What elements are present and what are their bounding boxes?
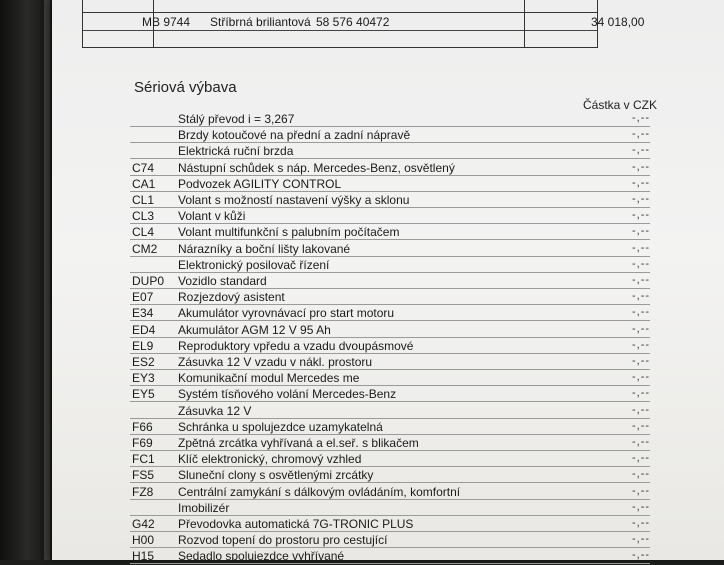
item-amount: -,-- xyxy=(632,517,651,529)
row-divider xyxy=(130,223,650,224)
list-item xyxy=(0,209,724,225)
item-amount: -,-- xyxy=(632,290,651,303)
item-description: Elektronický posilovač řízení xyxy=(178,257,330,272)
row-divider xyxy=(130,142,650,143)
row-divider xyxy=(130,175,650,176)
row-divider xyxy=(130,158,650,159)
item-amount: -,-- xyxy=(632,452,651,465)
row-divider xyxy=(130,482,650,483)
row-divider xyxy=(130,256,650,257)
item-description: Systém tísňového volání Mercedes-Benz xyxy=(178,387,397,402)
row-divider xyxy=(130,207,650,208)
list-item xyxy=(0,193,724,209)
row-divider xyxy=(130,191,650,192)
item-description: Sluneční clony s osvětlenými zrcátky xyxy=(178,468,374,483)
item-description: Centrální zamykání s dálkovým ovládáním, komfortní xyxy=(178,484,461,499)
row-divider xyxy=(130,499,650,500)
item-code: CL3 xyxy=(132,209,155,224)
item-description: Podvozek AGILITY CONTROL xyxy=(178,176,342,191)
row-divider xyxy=(130,353,650,354)
list-item xyxy=(0,485,724,501)
row-divider xyxy=(130,515,650,516)
list-item xyxy=(0,436,724,452)
item-code: FZ8 xyxy=(132,484,154,499)
item-code: E34 xyxy=(132,306,154,321)
list-item xyxy=(0,549,724,565)
item-code: F69 xyxy=(132,436,153,450)
vehicle-code: MB 9744 xyxy=(142,15,191,29)
item-amount: -,-- xyxy=(632,225,651,238)
item-amount: -,-- xyxy=(632,322,651,335)
list-item xyxy=(0,371,724,387)
item-description: Převodovka automatická 7G-TRONIC PLUS xyxy=(178,517,414,531)
item-description: Komunikační modul Mercedes me xyxy=(178,371,360,386)
item-description: Vozidlo standard xyxy=(178,274,267,288)
item-description: Klíč elektronický, chromový vzhled xyxy=(178,452,362,467)
row-divider xyxy=(130,418,650,419)
vehicle-color: Stříbrná briliantová xyxy=(210,15,311,29)
item-description: Sedadlo spolujezdce vyhřívané xyxy=(178,549,345,564)
table-divider xyxy=(83,30,597,31)
vehicle-number: 58 576 40472 xyxy=(316,15,390,29)
list-item xyxy=(0,274,724,290)
row-divider xyxy=(130,337,650,338)
list-item xyxy=(0,112,724,128)
item-code: DUP0 xyxy=(132,274,165,288)
item-code: H00 xyxy=(132,533,155,548)
row-divider xyxy=(130,434,650,435)
item-description: Akumulátor vyrovnávací pro start motoru xyxy=(178,306,395,321)
list-item xyxy=(0,355,724,371)
item-description: Nárazníky a boční lišty lakované xyxy=(178,241,351,256)
item-description: Akumulátor AGM 12 V 95 Ah xyxy=(178,322,331,337)
amount-column-header: Částka v CZK xyxy=(583,98,658,112)
row-divider xyxy=(130,385,650,386)
list-item xyxy=(0,517,724,533)
item-code: E07 xyxy=(132,290,154,305)
list-item xyxy=(0,468,724,484)
item-amount: -,-- xyxy=(632,549,651,562)
item-amount: -,-- xyxy=(632,355,651,367)
row-divider xyxy=(130,401,650,402)
section-title: Sériová výbava xyxy=(134,79,237,96)
item-description: Stálý převod i = 3,267 xyxy=(178,112,295,126)
item-code: CL4 xyxy=(132,225,155,240)
item-description: Volant v kůži xyxy=(178,209,246,224)
item-amount: -,-- xyxy=(632,436,651,448)
item-amount: -,-- xyxy=(632,209,651,222)
item-amount: -,-- xyxy=(632,533,651,546)
item-description: Elektrická ruční brzda xyxy=(178,144,294,159)
item-description: Brzdy kotoučové na přední a zadní nápravě xyxy=(178,128,411,143)
item-amount: -,-- xyxy=(632,419,651,432)
row-divider xyxy=(130,288,650,289)
row-divider xyxy=(130,466,650,467)
item-code: CA1 xyxy=(132,176,156,191)
list-item xyxy=(0,452,724,468)
item-code: EY3 xyxy=(132,371,155,386)
list-item xyxy=(0,128,724,144)
item-description: Imobilizér xyxy=(178,500,230,515)
vehicle-price: 34 018,00 xyxy=(591,15,645,29)
item-amount: -,-- xyxy=(632,176,651,189)
item-code: CM2 xyxy=(132,241,158,256)
list-item xyxy=(0,258,724,274)
item-code: EY5 xyxy=(132,387,155,402)
row-divider xyxy=(130,239,650,240)
list-item xyxy=(0,387,724,403)
list-item xyxy=(0,161,724,177)
item-code: ES2 xyxy=(132,355,155,369)
item-description: Reproduktory vpředu a vzadu dvoupásmové xyxy=(178,338,414,353)
item-amount: -,-- xyxy=(632,144,651,157)
table-column-divider xyxy=(524,0,525,47)
row-divider xyxy=(130,563,650,564)
item-amount: -,-- xyxy=(632,257,651,270)
item-code: EL9 xyxy=(132,338,154,353)
list-item xyxy=(0,242,724,258)
item-description: Nástupní schůdek s náp. Mercedes-Benz, osvětlený xyxy=(178,160,455,175)
item-amount: -,-- xyxy=(632,484,651,497)
row-divider xyxy=(130,531,650,532)
list-item xyxy=(0,323,724,339)
row-divider xyxy=(130,369,650,370)
item-amount: -,-- xyxy=(632,160,651,173)
item-code: CL1 xyxy=(132,193,155,207)
list-item xyxy=(0,339,724,355)
item-amount: -,-- xyxy=(632,193,651,205)
list-item xyxy=(0,501,724,517)
item-code: H15 xyxy=(132,549,155,564)
item-description: Rozjezdový asistent xyxy=(178,290,285,305)
row-divider xyxy=(130,450,650,451)
item-code: F66 xyxy=(132,419,153,434)
row-divider xyxy=(130,126,650,127)
row-divider xyxy=(130,547,650,548)
list-item xyxy=(0,290,724,306)
item-amount: -,-- xyxy=(632,306,651,319)
item-code: G42 xyxy=(132,517,155,531)
list-item xyxy=(0,533,724,549)
item-code: ED4 xyxy=(132,322,156,337)
item-amount: -,-- xyxy=(632,241,651,254)
item-description: Zpětná zrcátka vyhřívaná a el.seř. s blikačem xyxy=(178,436,419,450)
item-description: Rozvod topení do prostoru pro cestující xyxy=(178,533,388,548)
list-item xyxy=(0,404,724,420)
item-code: FS5 xyxy=(132,468,155,483)
row-divider xyxy=(130,320,650,321)
item-amount: -,-- xyxy=(632,274,651,286)
item-code: C74 xyxy=(132,160,155,175)
list-item xyxy=(0,306,724,322)
item-amount: -,-- xyxy=(632,112,651,124)
list-item xyxy=(0,144,724,160)
table-divider xyxy=(83,12,597,13)
item-description: Volant s možností nastavení výšky a sklonu xyxy=(178,193,410,207)
list-item xyxy=(0,225,724,241)
list-item xyxy=(0,177,724,193)
item-description: Volant multifunkční s palubním počítačem xyxy=(178,225,400,240)
item-amount: -,-- xyxy=(632,371,651,384)
row-divider xyxy=(130,304,650,305)
item-code: FC1 xyxy=(132,452,155,467)
item-description: Schránka u spolujezdce uzamykatelná xyxy=(178,419,383,434)
item-description: Zásuvka 12 V xyxy=(178,403,252,418)
row-divider xyxy=(130,272,650,273)
item-amount: -,-- xyxy=(632,338,651,351)
item-description: Zásuvka 12 V vzadu v nákl. prostoru xyxy=(178,355,373,369)
item-amount: -,-- xyxy=(632,468,651,481)
item-amount: -,-- xyxy=(632,387,651,400)
item-amount: -,-- xyxy=(632,403,651,416)
list-item xyxy=(0,420,724,436)
item-amount: -,-- xyxy=(632,128,651,141)
item-amount: -,-- xyxy=(632,500,651,513)
